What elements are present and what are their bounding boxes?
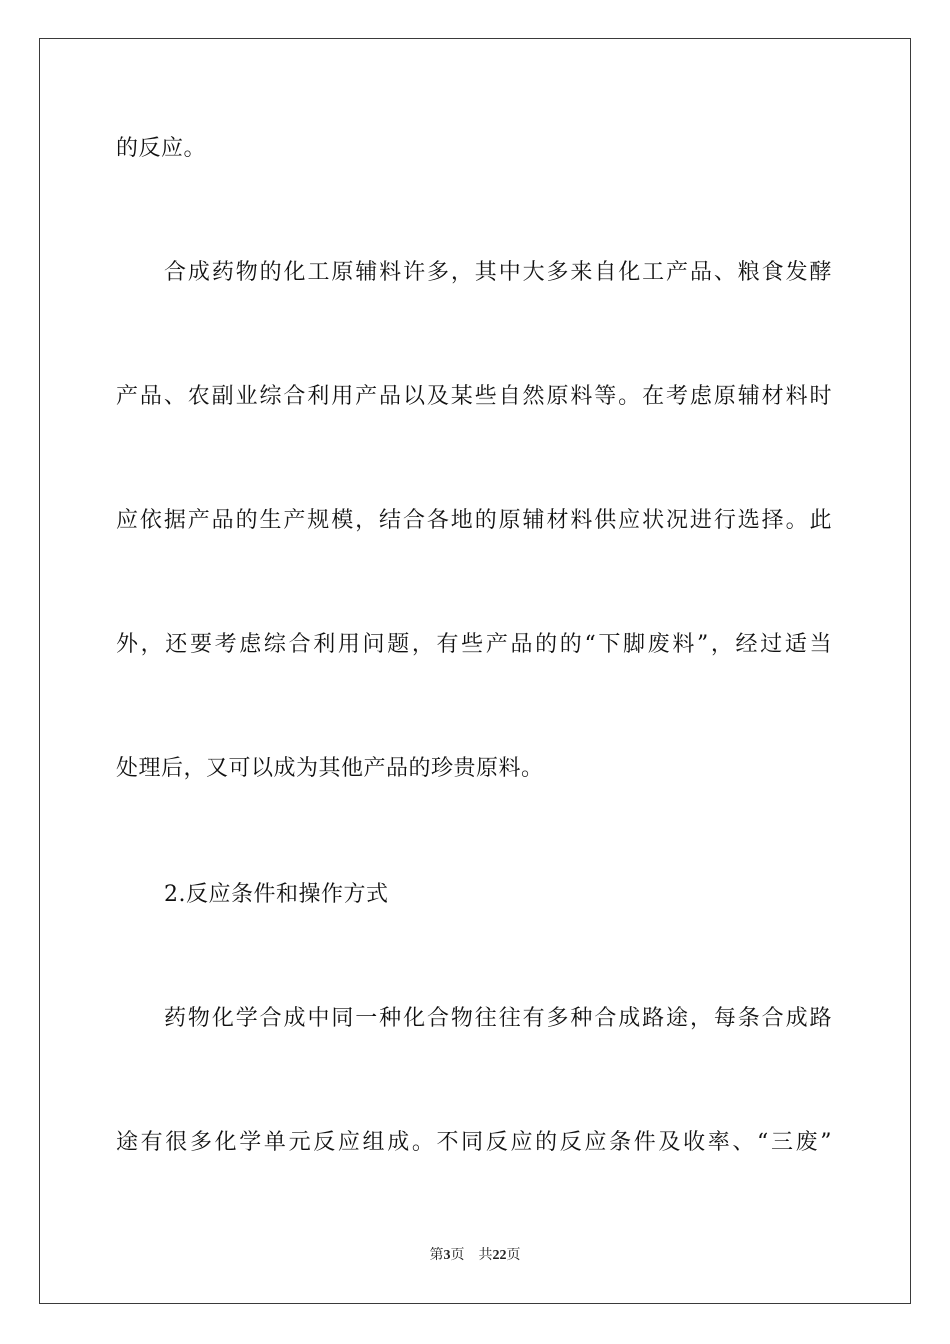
total-pages: 22 (492, 1248, 507, 1263)
page-prefix: 第 (429, 1248, 444, 1263)
page-suffix: 页 (450, 1248, 465, 1263)
page-border (39, 38, 911, 1304)
text-line-1: 的反应。 (116, 136, 207, 161)
text-line-9: 途有很多化学单元反应组成。不同反应的反应条件及收率、“三废” (116, 1130, 832, 1155)
page-number: 3 (443, 1248, 451, 1263)
text-line-8: 药物化学合成中同一种化合物往往有多种合成路途，每条合成路 (164, 1006, 832, 1031)
text-line-5: 外，还要考虑综合利用问题，有些产品的的“下脚废料”，经过适当 (116, 632, 832, 657)
text-line-4: 应依据产品的生产规模，结合各地的原辅材料供应状况进行选择。此 (116, 508, 832, 533)
text-line-3: 产品、农副业综合利用产品以及某些自然原料等。在考虑原辅材料时 (116, 384, 832, 409)
page-footer (0, 1247, 950, 1265)
total-prefix: 共 (478, 1248, 493, 1263)
text-line-6: 处理后，又可以成为其他产品的珍贵原料。 (116, 756, 544, 781)
text-line-2: 合成药物的化工原辅料许多，其中大多来自化工产品、粮食发酵 (164, 260, 832, 285)
section-heading: 2.反应条件和操作方式 (164, 882, 389, 907)
total-suffix: 页 (506, 1248, 521, 1263)
